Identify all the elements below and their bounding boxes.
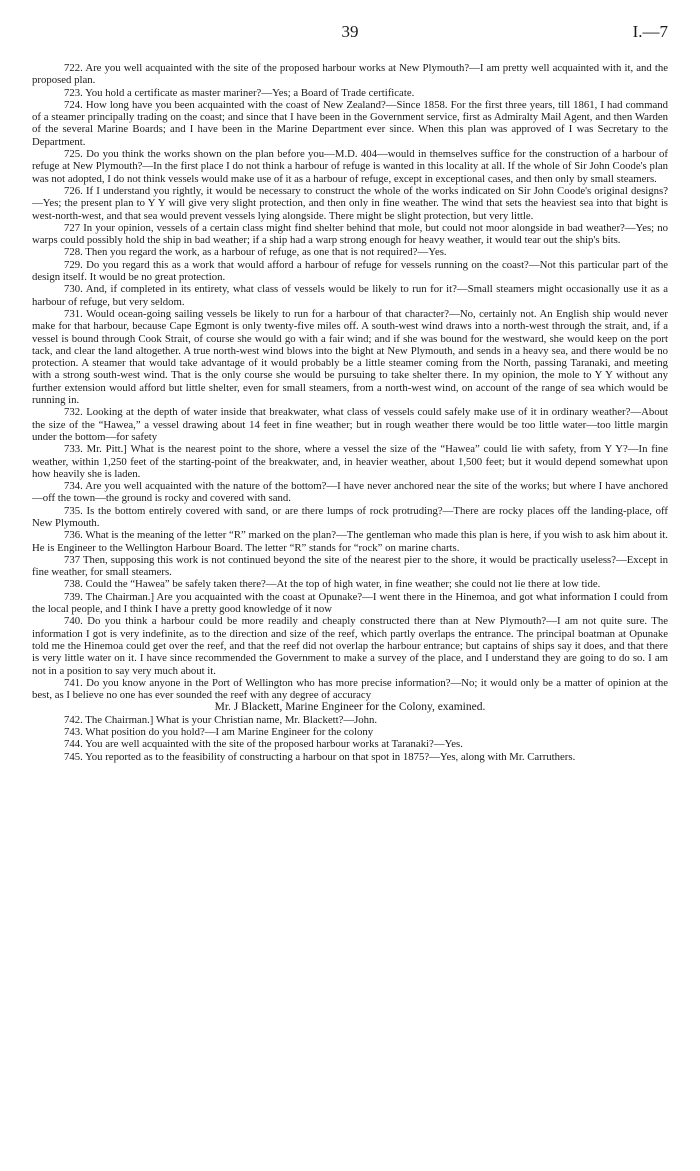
document-reference: I.—7 bbox=[632, 22, 668, 41]
paragraph: 736. What is the meaning of the letter “R” marked on the plan?—The gentleman who made this plan is here, if you wish to ask him about it. He is Engineer to the Wellington Harbour Board. The letter “R” stands for “rock” on marine charts. bbox=[32, 529, 668, 554]
paragraph: 745. You reported as to the feasibility of constructing a harbour on that spot in 1875?—Yes, along with Mr. Carruthers. bbox=[64, 750, 576, 763]
paragraph: 729. Do you regard this as a work that would afford a harbour of refuge for vessels running on the coast?—Not this particular part of the design itself. It would be no great protection. bbox=[32, 258, 668, 284]
paragraph: 743. What position do you hold?—I am Marine Engineer for the colony bbox=[64, 726, 374, 739]
paragraph: 730. And, if completed in its entirety, what class of vessels would be likely to run for it?—Small steamers might occasionally use it as a harbour of refuge, but very seldom. bbox=[32, 283, 668, 308]
paragraph: 733. Mr. Pitt.] What is the nearest point to the shore, where a vessel the size of the “Hawea” could lie with safety, from Y Y?—In fine weather, within 1,250 feet of the starting-point of the breakwater, and, in heavier weather, about 1,500 feet; but it would depend somewhat upon how heavily she is laden. bbox=[32, 443, 668, 480]
paragraph: 742. The Chairman.] What is your Christian name, Mr. Blackett?—John. bbox=[64, 713, 378, 726]
paragraph: 725. Do you think the works shown on the plan before you—M.D. 404—would in themselves suffice for the construction of a harbour of refuge at New Plymouth?—In the first place I do not think a harbour of refuge is wanted in this locality at all. If the whole of Sir John Coode's plan was not adopted, I do not think vessels would make use of it as a harbour of refuge, except in exceptional cases, and then only by small steamers. bbox=[32, 148, 668, 185]
paragraph: 727 In your opinion, vessels of a certain class might find shelter behind that mole, but could not moor alongside in bad weather?—Yes; no warps could possibly hold the ship in bad weather; if a ship had a warp strong enough for heavy weather, it would tear out the ship's bits. bbox=[32, 221, 668, 247]
paragraph: 740. Do you think a harbour could be more readily and cheaply constructed there than at New Plymouth?—I am not quite sure. The information I got is very indefinite, as to the direction and size of the reef, which partly overlaps the entrance. The principal boatman at Opunake told me the Hinemoa could get over the reef, and that the reef did not overlap the harbour entrance; but captains of ships say it does, and that there is very little water on it. I have since recommended the Government to make a survey of the place, and I understand they are going to do so. I am not in a position to say very much about it. bbox=[32, 615, 668, 677]
paragraph: 732. Looking at the depth of water inside that breakwater, what class of vessels could safely make use of it in ordinary weather?—About the size of the “Hawea,” a vessel drawing about 14 feet in fine weather; but in rough weather there would be too little water—too little margin under the bottom—for safety bbox=[32, 406, 668, 443]
paragraph: 731. Would ocean-going sailing vessels be likely to run for a harbour of that character?—No, certainly not. An English ship would never make for that harbour, because Cape Egmont is only twenty-five miles off. A south-west wind draws into a north-west through the strait, and, if a vessel is bound through Cook Strait, of course she would go with a fair wind; and if she was bound for the westward, she would keep on the port tack, and clear the land altogether. A true north-west wind blows into the bight at New Plymouth, and sends in a heavy sea, and there would be no protection. A steamer that would take advantage of it would probably be a little steamer coming from the North, passing Taranaki, and meeting with a strong south-west wind. That is the only course she would be pursuing to take shelter there. In my opinion, the mole to Y Y without any further extension would afford but little shelter, even for small steamers, from a north-west wind, on account of the range of sea which would be running in. bbox=[32, 307, 668, 407]
paragraph: 735. Is the bottom entirely covered with sand, or are there lumps of rock protruding?—There are rocky places off the landing-place, off New Plymouth. bbox=[32, 504, 668, 529]
paragraph: 728. Then you regard the work, as a harbour of refuge, as one that is not required?—Yes. bbox=[64, 246, 447, 259]
paragraph: 737 Then, supposing this work is not continued beyond the site of the nearest pier to the shore, it would be practically useless?—Except in fine weather, for small steamers. bbox=[32, 553, 668, 579]
paragraph: 723. You hold a certificate as master mariner?—Yes; a Board of Trade certificate. bbox=[64, 86, 415, 99]
page-body bbox=[32, 62, 668, 763]
paragraph: 722. Are you well acquainted with the site of the proposed harbour works at New Plymouth?—I am pretty well acquainted with it, and the proposed plan. bbox=[32, 62, 668, 87]
paragraph: 744. You are well acquainted with the site of the proposed harbour works at Taranaki?—Yes. bbox=[64, 738, 463, 751]
witness-heading: Mr. J Blackett, Marine Engineer for the Colony, examined. bbox=[214, 701, 486, 714]
paragraph: 726. If I understand you rightly, it would be necessary to construct the whole of the works indicated on Sir John Coode's original designs?—Yes; the present plan to Y Y will give very slight protection, and then only in fine weather. The wind that sets the heaviest sea into that bight is west-north-west, and that sea would prevent vessels lying alongside. There might be slight protection, but very little. bbox=[32, 184, 668, 222]
paragraph: 738. Could the “Hawea” be safely taken there?—At the top of high water, in fine weather; she could not lie there at low tide. bbox=[64, 578, 601, 591]
paragraph: 724. How long have you been acquainted with the coast of New Zealand?—Since 1858. For the first three years, till 1861, I had command of a steamer principally trading on the coast; and since that I have been in the Government service, first as Admiralty Mail Agent, and then Warden of the several Marine Boards; and I have been in the Marine Department ever since. When this plan was approved of I was Secretary to the Department. bbox=[32, 98, 668, 148]
page-header bbox=[32, 22, 668, 48]
paragraph: 741. Do you know anyone in the Port of Wellington who has more precise information?—No; it would only be a matter of opinion at the best, as I believe no one has ever sounded the reef with any degree of accuracy bbox=[32, 676, 668, 702]
paragraph: 734. Are you well acquainted with the nature of the bottom?—I have never anchored near the site of the works; but where I have anchored—off the town—the ground is rocky and covered with sand. bbox=[32, 480, 668, 505]
page-number: 39 bbox=[341, 22, 359, 41]
paragraph: 739. The Chairman.] Are you acquainted with the coast at Opunake?—I went there in the Hinemoa, and got what information I could from the local people, and I think I have a pretty good knowledge of it now bbox=[32, 590, 668, 616]
